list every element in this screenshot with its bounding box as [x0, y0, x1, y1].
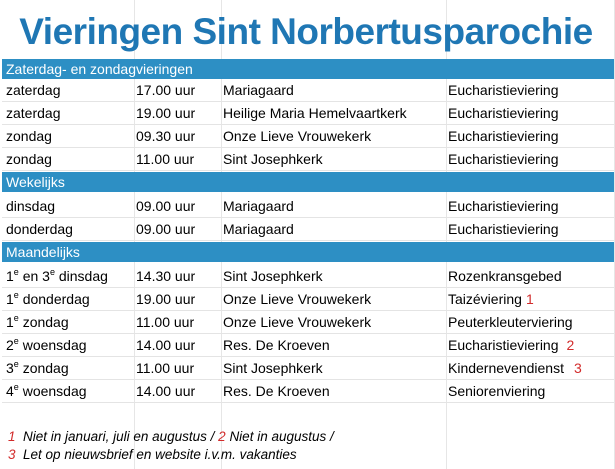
row-type: Eucharistieviering	[448, 128, 559, 144]
footnote-marker: 3	[573, 360, 582, 376]
table-row	[2, 380, 614, 403]
table-row	[2, 79, 614, 102]
row-day: 1e en 3e dinsdag	[6, 267, 108, 284]
section-heading-monthly: Maandelijks	[2, 242, 614, 262]
row-time: 11.00 uur	[136, 360, 195, 376]
row-time: 19.00 uur	[136, 105, 196, 121]
footnote-line-1: 1 Niet in januari, juli en augustus / 2 Niet in augustus /	[8, 429, 334, 444]
row-time: 14.00 uur	[136, 383, 196, 399]
page-title: Vieringen Sint Norbertusparochie	[19, 11, 593, 52]
row-type: Peuterkleuterviering	[448, 314, 573, 330]
row-place: Res. De Kroeven	[223, 383, 330, 399]
row-time: 11.00 uur	[136, 151, 195, 167]
row-day: 1e zondag	[6, 313, 69, 330]
footnote-marker: 2	[566, 337, 575, 353]
table-row	[2, 288, 614, 311]
row-type: Eucharistieviering	[448, 198, 559, 214]
table-row	[2, 102, 614, 125]
row-place: Res. De Kroeven	[223, 337, 330, 353]
row-day: donderdag	[6, 221, 73, 237]
row-type: Eucharistieviering	[448, 105, 559, 121]
row-type: Rozenkransgebed	[448, 268, 562, 284]
table-row	[2, 195, 614, 218]
table-row	[2, 218, 614, 241]
row-day: 3e zondag	[6, 359, 69, 376]
row-day: zaterdag	[6, 82, 61, 98]
row-type: Eucharistieviering 2	[448, 337, 575, 353]
row-place: Sint Josephkerk	[223, 360, 323, 376]
row-place: Sint Josephkerk	[223, 268, 323, 284]
row-time: 09.30 uur	[136, 128, 196, 144]
row-type: Eucharistieviering	[448, 82, 559, 98]
row-day: zondag	[6, 151, 52, 167]
row-time: 14.30 uur	[136, 268, 196, 284]
table-row	[2, 148, 614, 171]
row-time: 09.00 uur	[136, 198, 196, 214]
row-place: Heilige Maria Hemelvaartkerk	[223, 105, 407, 121]
row-place: Mariagaard	[223, 221, 294, 237]
row-time: 19.00 uur	[136, 291, 196, 307]
row-place: Onze Lieve Vrouwekerk	[223, 314, 372, 330]
row-type: Taizéviering 1	[448, 291, 534, 307]
row-place: Sint Josephkerk	[223, 151, 323, 167]
section-heading-weekly: Wekelijks	[2, 172, 614, 192]
section-heading-weekend: Zaterdag- en zondagvieringen	[2, 59, 614, 79]
table-row	[2, 265, 614, 288]
row-day: zondag	[6, 128, 52, 144]
row-day: 2e woensdag	[6, 336, 87, 353]
table-row	[2, 311, 614, 334]
footnote-marker: 1	[525, 291, 534, 307]
row-time: 11.00 uur	[136, 314, 195, 330]
row-time: 17.00 uur	[136, 82, 196, 98]
row-time: 09.00 uur	[136, 221, 196, 237]
table-row	[2, 334, 614, 357]
table-row	[2, 125, 614, 148]
table-row	[2, 357, 614, 380]
row-day: 4e woensdag	[6, 382, 87, 399]
row-day: 1e donderdag	[6, 290, 90, 307]
row-place: Mariagaard	[223, 198, 294, 214]
row-time: 14.00 uur	[136, 337, 196, 353]
row-type: Eucharistieviering	[448, 151, 559, 167]
row-day: dinsdag	[6, 198, 56, 214]
row-place: Mariagaard	[223, 82, 294, 98]
footnote-line-2: 3 Let op nieuwsbrief en website i.v.m. vakanties	[8, 447, 297, 462]
row-type: Eucharistieviering	[448, 221, 559, 237]
row-place: Onze Lieve Vrouwekerk	[223, 128, 372, 144]
row-day: zaterdag	[6, 105, 61, 121]
row-place: Onze Lieve Vrouwekerk	[223, 291, 372, 307]
row-type: Kindernevendienst 3	[448, 360, 582, 376]
row-type: Seniorenviering	[448, 383, 546, 399]
